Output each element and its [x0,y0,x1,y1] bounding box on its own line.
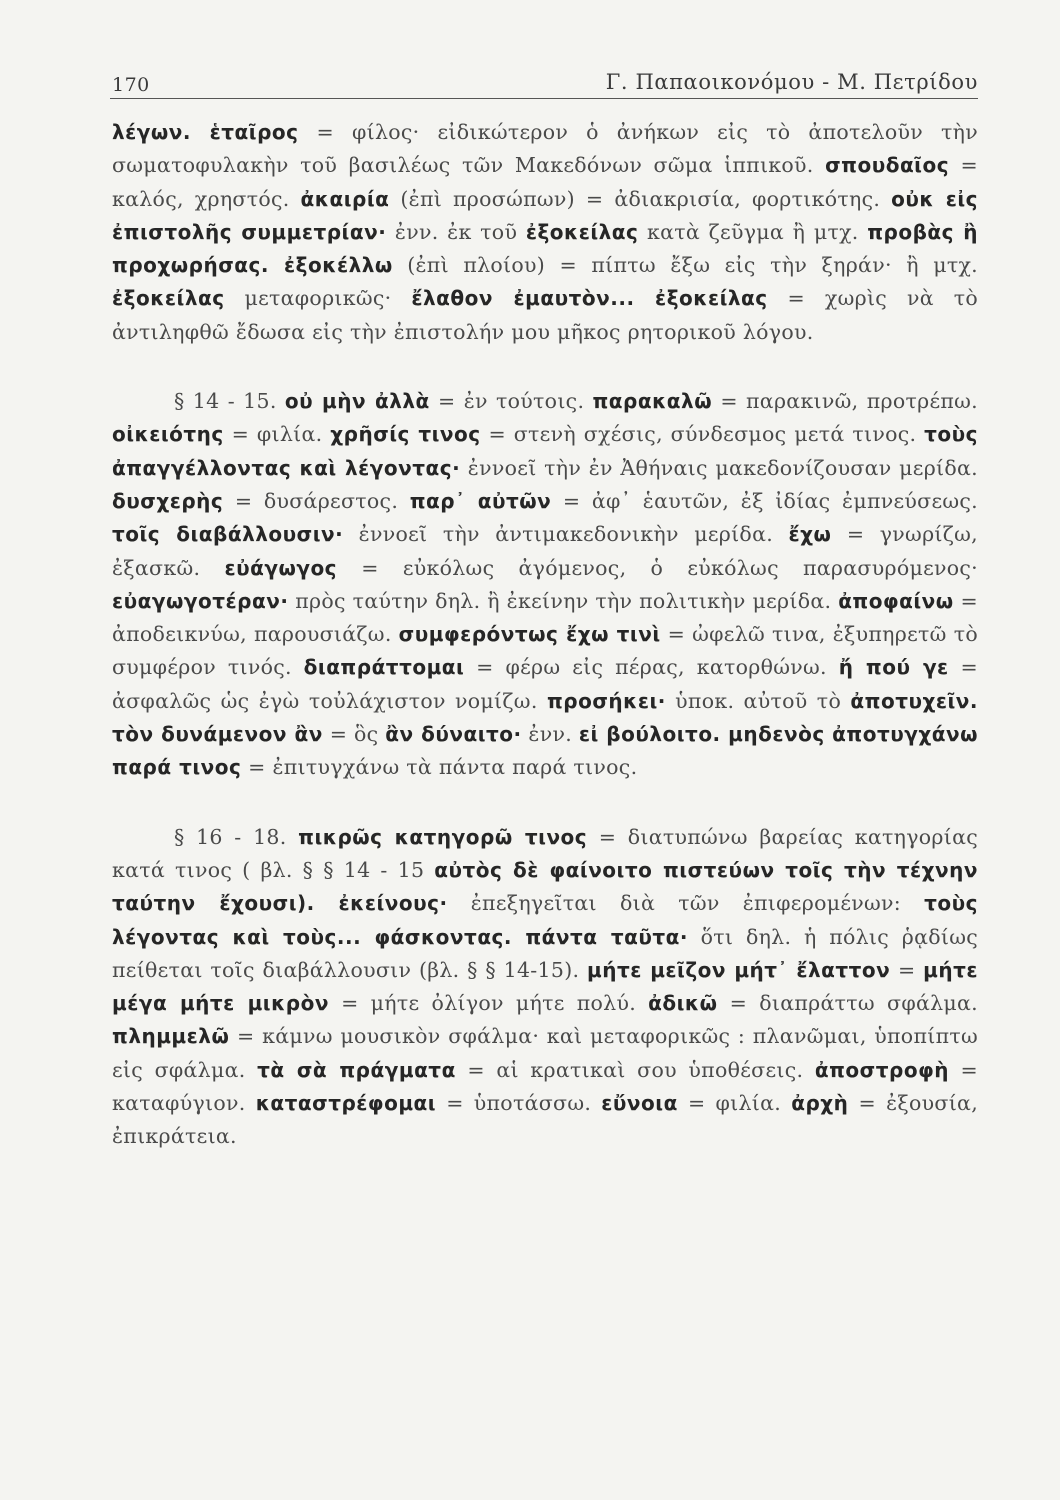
gloss-text: = αἱ κρατικαὶ σου ὑποθέσεις. [455,1057,815,1082]
lemma-term: εἰ βούλοιτο. μηδενὸς ἀποτυγχάνω παρά τινος [112,722,978,780]
lemma-term: εὔνοια [601,1091,678,1116]
gloss-text: ἐννοεῖ τὴν ἐν Ἀθήναις μακεδονίζουσαν μερίδα. [460,455,978,480]
gloss-text: ὑποκ. αὐτοῦ τὸ [665,688,851,713]
lemma-term: πλημμελῶ [112,1024,230,1049]
lemma-term: διαπράττομαι [303,655,465,680]
lemma-term: ἔχω [788,522,832,547]
gloss-text: = φιλία. [677,1091,792,1116]
gloss-text: = [890,957,924,982]
gloss-text: = ἐπιτυγχάνω τὰ πάντα παρά τινος. [241,755,638,780]
gloss-text: = καλός, χρηστός. [112,153,978,211]
gloss-text: ἐνν. [521,722,579,747]
lemma-term: πικρῶς κατηγορῶ τινος [298,824,588,849]
gloss-text: = φίλος· εἰδικώτερον ὁ ἀνήκων εἰς τὸ ἀποτελοῦν τὴν σωματοφυλακὴν τοῦ βασιλέως τῶν Μακεδόνων σῶμα ἱππικοῦ. [112,120,978,178]
paragraph [112,385,978,785]
lemma-term: εὐάγωγος [224,555,338,580]
page-header [110,62,978,99]
gloss-text: = καταφύγιον. [112,1057,979,1116]
gloss-text: = ὑποτάσσω. [436,1091,602,1116]
gloss-text: πρὸς ταύτην δηλ. ἢ ἐκείνην τὴν πολιτικὴν μερίδα. [288,588,839,613]
lemma-term: λέγων. ἑταῖρος [112,120,299,144]
lemma-term: συμφερόντως ἔχω τινὶ [398,622,661,647]
lemma-term: σπουδαῖος [825,153,950,178]
lemma-term: ἐξοκείλας [525,219,639,244]
lemma-term: ἀποφαίνω [838,588,954,613]
lemma-term: χρῆσίς τινος [330,422,481,447]
lemma-term: οἰκειότης [112,422,224,447]
lemma-term: μήτε μέγα μήτε μικρὸν [112,957,978,1016]
lemma-term: εὐαγωγοτέραν· [112,588,289,613]
gloss-text: = διατυπώνω βαρείας κατηγορίας κατά τινος ( βλ. § § 14 - 15 [112,824,979,882]
lemma-term: μήτε μεῖζον μήτ᾽ ἔλαττον [587,957,891,982]
gloss-text: = ὠφελῶ τινα, ἐξυπηρετῶ τὸ συμφέρον τινός. [112,622,978,680]
lemma-term: ἀποστροφὴ [814,1057,949,1082]
lemma-term: αὐτὸς δὲ φαίνοιτο πιστεύων τοῖς τὴν τέχνην ταύτην ἔχουσι). ἐκείνους· [112,857,979,916]
gloss-text: = γνωρίζω, ἐξασκῶ. [112,522,979,580]
lemma-term: ἤ πού γε [838,655,949,680]
lemma-term: ἀδικῶ [648,991,718,1016]
lemma-term: προσήκει· [546,688,666,713]
gloss-text: ἐπεξηγεῖται διὰ τῶν ἐπιφερομένων: [447,891,925,916]
gloss-text: (ἐπὶ πλοίου) = πίπτω ἔξω εἰς τὴν ξηράν· ἢ μτχ. [392,253,978,278]
lemma-term: ἂν δύναιτο· [385,722,522,747]
gloss-text: = εὐκόλως ἀγόμενος, ὁ εὐκόλως παρασυρόμενος· [337,555,979,580]
lemma-term: τοὺς ἀπαγγέλλοντας καὶ λέγοντας· [112,422,978,480]
gloss-text: = διαπράττω σφάλμα. [717,991,978,1016]
gloss-text: = μήτε ὀλίγον μήτε πολύ. [328,991,649,1016]
gloss-text: κατὰ ζεῦγμα ἢ μτχ. [638,219,868,244]
lemma-term: τοῖς διαβάλλουσιν· [112,522,344,547]
gloss-text: ἐνν. ἐκ τοῦ [386,219,526,244]
gloss-text: = ἀφ᾽ ἑαυτῶν, ἐξ ἰδίας ἐμπνεύσεως. [551,488,978,513]
gloss-text: = στενὴ σχέσις, σύνδεσμος μετά τινος. [480,422,925,447]
lemma-term: ἐξοκείλας [112,286,225,311]
lemma-term: παρακαλῶ [592,389,713,414]
gloss-text: = ὃς [322,722,386,747]
lemma-term: δυσχερὴς [112,488,224,513]
gloss-text: § 16 - 18. [174,824,299,849]
lemma-term: καταστρέφομαι [255,1091,437,1116]
lemma-term: οὐκ εἰς ἐπιστολῆς συμμετρίαν· [112,186,978,244]
gloss-text: = φιλία. [223,422,331,447]
paragraph [112,116,978,349]
running-head: Γ. Παπαοικονόμου - Μ. Πετρίδου [605,70,978,94]
gloss-text: μεταφορικῶς· [224,286,412,311]
gloss-text: § 14 - 15. [174,389,285,414]
lemma-term: παρ᾽ αὐτῶν [409,488,552,513]
lemma-term: ἔλαθον ἐμαυτὸν... ἐξοκείλας [411,286,768,311]
gloss-text: = φέρω εἰς πέρας, κατορθώνω. [464,655,839,680]
commentary-body [112,116,978,1154]
lemma-term: ἀποτυχεῖν. τὸν δυνάμενον ἂν [112,688,979,747]
gloss-text: = δυσάρεστος. [223,488,410,513]
lemma-term: ἀκαιρία [300,186,390,211]
gloss-text: ὅτι δηλ. ἡ πόλις ῥᾳδίως πείθεται τοῖς διαβάλλουσιν (βλ. § § 14-15). [112,924,979,982]
gloss-text: = ἐξουσία, ἐπικράτεια. [112,1091,979,1149]
page-number: 170 [112,74,150,96]
paragraph [112,821,978,1154]
lemma-term: προβὰς ἢ προχωρήσας. ἐξοκέλλω [112,219,978,278]
lemma-term: ἀρχὴ [791,1091,849,1116]
lemma-term: οὐ μὴν ἀλλὰ [284,389,430,414]
gloss-text: = κάμνω μουσικὸν σφάλμα· καὶ μεταφορικῶς : πλανῶμαι, ὑποπίπτω εἰς σφάλμα. [112,1024,978,1082]
lemma-term: τοὺς λέγοντας καὶ τοὺς... φάσκοντας. πάντα ταῦτα· [112,891,978,949]
gloss-text: = παρακινῶ, προτρέπω. [712,389,978,414]
gloss-text: = ἀποδεικνύω, παρουσιάζω. [112,588,979,647]
gloss-text: ἐννοεῖ τὴν ἀντιμακεδονικὴν μερίδα. [343,522,789,547]
gloss-text: = χωρὶς νὰ τὸ ἀντιληφθῶ ἔδωσα εἰς τὴν ἐπιστολήν μου μῆκος ρητορικοῦ λόγου. [112,286,978,344]
lemma-term: τὰ σὰ πράγματα [257,1057,456,1082]
gloss-text: = ἀσφαλῶς ὡς ἐγὼ τοὐλάχιστον νομίζω. [112,655,979,713]
gloss-text: = ἐν τούτοις. [429,389,593,414]
gloss-text: (ἐπὶ προσώπων) = ἀδιακρισία, φορτικότης. [389,186,892,211]
